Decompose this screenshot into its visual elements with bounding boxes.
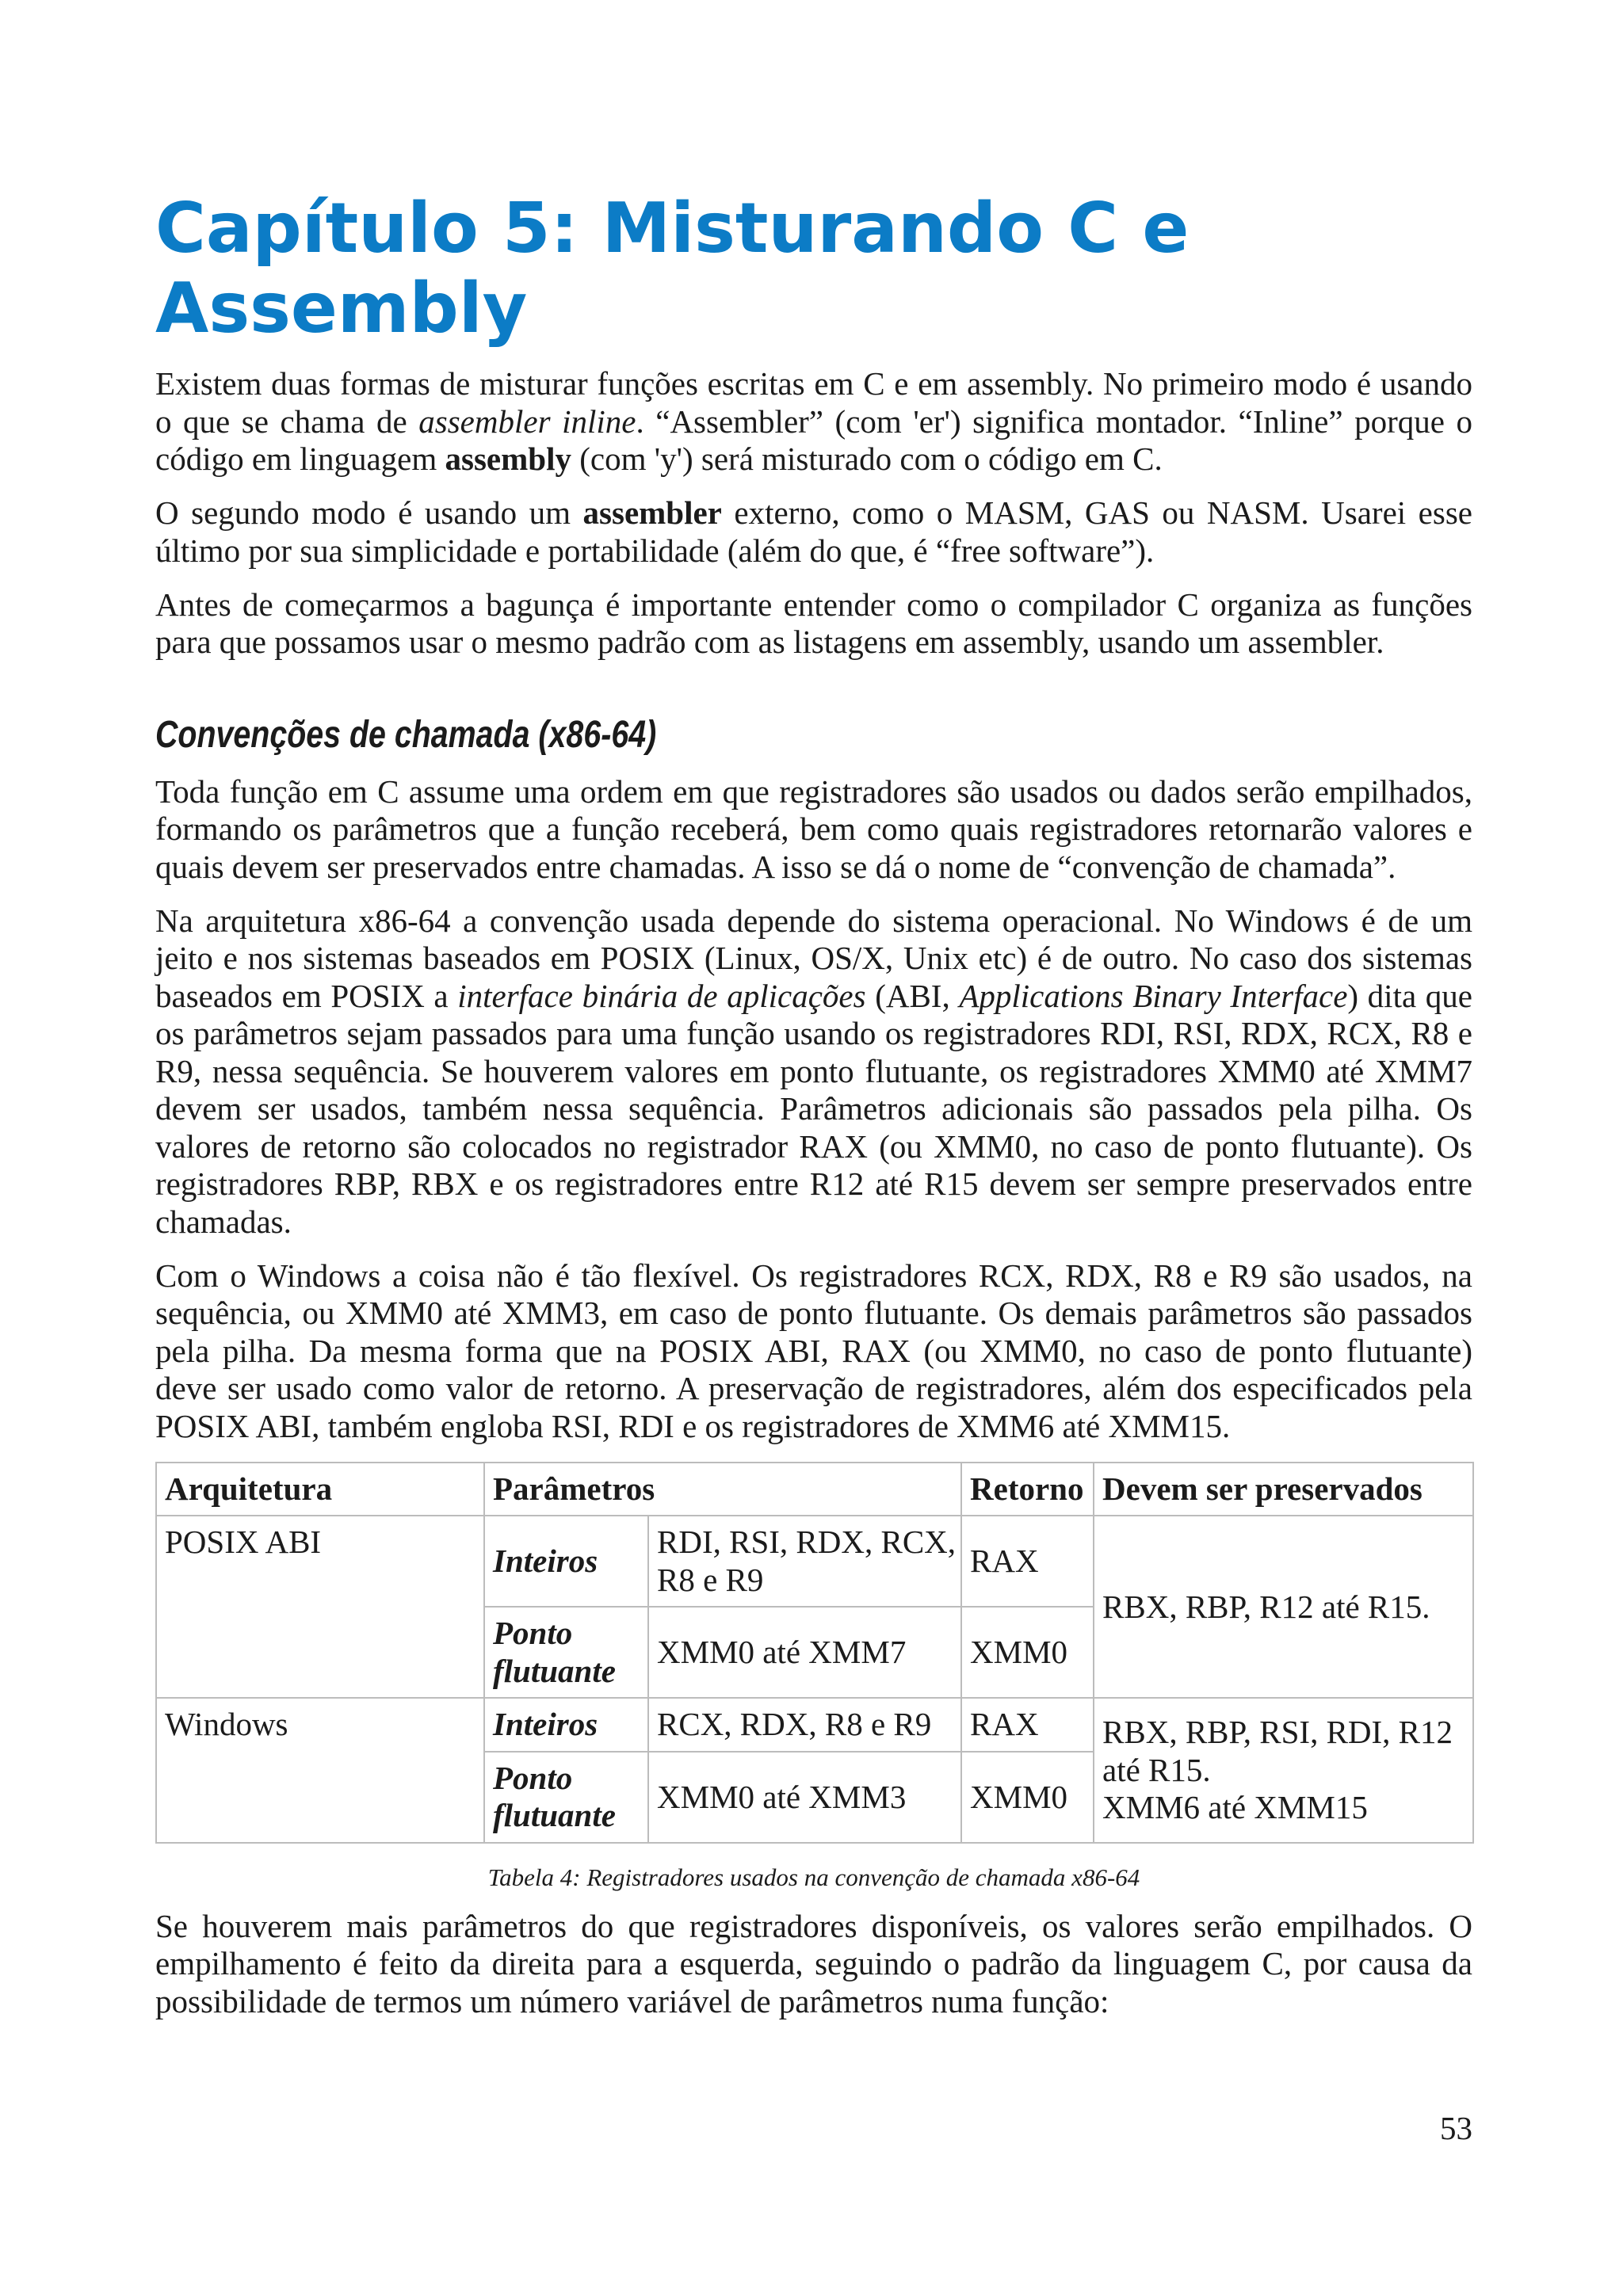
text-segment: (com 'y') será misturado com o código em C. <box>571 441 1163 477</box>
section-paragraph-1 <box>155 773 1472 887</box>
text-line <box>155 849 1472 887</box>
return-register-cell: RAX <box>961 1516 1094 1607</box>
text-segment: . “Assembler” (com 'er') significa montador. “Inline” porque o <box>636 402 1472 440</box>
text-segment: POSIX ABI, também engloba RSI, RDI e os registradores de XMM6 até XMM15. <box>155 1407 1231 1444</box>
text-segment: externo, como o MASM, GAS ou NASM. Usarei esse <box>721 494 1472 532</box>
section-paragraph-3 <box>155 1257 1472 1446</box>
calling-convention-table <box>155 1462 1474 1844</box>
text-line <box>155 940 1472 978</box>
return-register-cell: RAX <box>961 1698 1094 1752</box>
text-line <box>155 1370 1472 1408</box>
return-register-cell: XMM0 <box>961 1607 1094 1698</box>
text-line <box>155 586 1472 624</box>
text-line <box>155 1203 1472 1241</box>
text-line <box>155 1090 1472 1128</box>
text-line <box>155 441 1472 479</box>
intro-paragraph-1 <box>155 365 1472 479</box>
text-line <box>155 1015 1472 1053</box>
parameter-registers-cell: XMM0 até XMM3 <box>648 1752 961 1843</box>
table-row <box>156 1516 1473 1607</box>
text-line <box>155 1128 1472 1166</box>
header-parameters: Parâmetros <box>484 1463 961 1516</box>
text-line <box>155 1165 1472 1203</box>
text-line <box>155 1257 1472 1295</box>
parameter-registers-cell: RCX, RDX, R8 e R9 <box>648 1698 961 1752</box>
text-line <box>155 1908 1472 1946</box>
table-caption: Tabela 4: Registradores usados na convenção de chamada x86-64 <box>487 1863 1140 1891</box>
preserved-registers-line: XMM6 até XMM15 <box>1102 1789 1368 1826</box>
section-heading-text: Convenções de chamada (x86-64) <box>155 713 657 756</box>
italic-term: assembler inline <box>418 402 636 440</box>
text-line <box>155 365 1472 403</box>
text-segment: O segundo modo é usando um <box>155 494 583 532</box>
parameter-registers-cell: XMM0 até XMM7 <box>648 1607 961 1698</box>
text-segment: registradores RBP, RBX e os registradores entre R12 até R15 devem ser sempre preservados entre <box>155 1165 1472 1203</box>
text-segment: Com o Windows a coisa não é tão flexível. Os registradores RCX, RDX, R8 e R9 são usados, na <box>155 1257 1472 1294</box>
text-segment: baseados em POSIX a <box>155 977 458 1014</box>
text-segment: último por sua simplicidade e portabilidade (além do que, é “free software”). <box>155 532 1155 569</box>
section-paragraph-2 <box>155 902 1472 1241</box>
page-number: 53 <box>1440 2110 1472 2146</box>
italic-term: interface binária de aplicações <box>457 977 866 1014</box>
intro-paragraph-2 <box>155 494 1472 570</box>
text-line <box>155 532 1472 570</box>
text-line <box>155 1295 1472 1333</box>
text-segment: Toda função em C assume uma ordem em que registradores são usados ou dados serão empilhados, <box>155 772 1472 810</box>
parameter-type-cell: Inteiros <box>484 1516 648 1607</box>
text-line <box>155 902 1472 940</box>
section-heading <box>155 713 1472 757</box>
preserved-registers-line: RBX, RBP, RSI, RDI, R12 até R15. <box>1102 1714 1453 1788</box>
italic-term: Applications Binary Interface <box>959 977 1348 1014</box>
text-segment: possibilidade de termos um número variável de parâmetros numa função: <box>155 1982 1109 2019</box>
text-segment: Existem duas formas de misturar funções escritas em C e em assembly. No primeiro modo é usando <box>155 365 1472 402</box>
bold-term: assembler <box>582 494 722 532</box>
text-line <box>155 978 1472 1016</box>
table-header-row <box>156 1463 1473 1516</box>
text-segment: código em linguagem <box>155 441 445 477</box>
chapter-title: Capítulo 5: Misturando C e Assembly <box>155 188 1190 349</box>
preserved-registers-cell <box>1094 1516 1473 1698</box>
return-register-cell: XMM0 <box>961 1752 1094 1843</box>
text-line <box>155 624 1472 662</box>
text-segment: deve ser usado como valor de retorno. A preservação de registradores, além dos especificados pela <box>155 1370 1472 1407</box>
table-body <box>156 1516 1473 1843</box>
intro-paragraph-3 <box>155 586 1472 662</box>
table-row <box>156 1698 1473 1752</box>
parameter-type-cell: Inteiros <box>484 1698 648 1752</box>
table-head <box>156 1463 1473 1516</box>
text-segment: Na arquitetura x86-64 a convenção usada depende do sistema operacional. No Windows é de um <box>155 902 1472 939</box>
text-segment: (ABI, <box>865 977 960 1014</box>
text-segment: pela pilha. Da mesma forma que na POSIX ABI, RAX (ou XMM0, no caso de ponto flutuante) <box>155 1332 1472 1369</box>
text-segment: os parâmetros sejam passados para uma função usando os registradores RDI, RSI, RDX, RCX, R8 e <box>155 1015 1472 1052</box>
text-segment: empilhamento é feito da direita para a esquerda, seguindo o padrão da linguagem C, por causa da <box>155 1945 1472 1982</box>
text-line <box>155 1333 1472 1371</box>
text-segment: quais devem ser preservados entre chamadas. A isso se dá o nome de “convenção de chamada”. <box>155 848 1396 885</box>
parameter-type-cell: Ponto flutuante <box>484 1752 648 1843</box>
closing-paragraph <box>155 1908 1472 2021</box>
text-line <box>155 494 1472 532</box>
text-line <box>155 773 1472 811</box>
parameter-registers-cell: RDI, RSI, RDX, RCX, R8 e R9 <box>648 1516 961 1607</box>
text-segment: R9, nessa sequência. Se houverem valores em ponto flutuante, os registradores XMM0 até XMM7 <box>155 1052 1472 1089</box>
text-line <box>155 1408 1472 1446</box>
text-segment: para que possamos usar o mesmo padrão com as listagens em assembly, usando um assembler. <box>155 624 1384 661</box>
parameter-type-cell: Ponto flutuante <box>484 1607 648 1698</box>
text-line <box>155 1053 1472 1091</box>
header-return: Retorno <box>961 1463 1094 1516</box>
text-segment: chamadas. <box>155 1203 292 1240</box>
text-segment: valores de retorno são colocados no registrador RAX (ou XMM0, no caso de ponto flutuante). Os <box>155 1127 1472 1165</box>
bold-term: assembly <box>445 441 571 477</box>
text-segment: sequência, ou XMM0 até XMM3, em caso de ponto flutuante. Os demais parâmetros são passados <box>155 1295 1472 1332</box>
header-architecture: Arquitetura <box>156 1463 484 1516</box>
text-segment: formando os parâmetros que a função receberá, bem como quais registradores retornarão valores e <box>155 810 1472 848</box>
preserved-registers-line: RBX, RBP, R12 até R15. <box>1102 1588 1430 1625</box>
page-content <box>155 189 1472 2020</box>
text-line <box>155 1983 1472 2021</box>
text-segment: Antes de começarmos a bagunça é importante entender como o compilador C organiza as funções <box>155 585 1472 623</box>
architecture-cell: POSIX ABI <box>156 1516 484 1698</box>
preserved-registers-cell <box>1094 1698 1473 1843</box>
text-segment: devem ser usados, também nessa sequência. Parâmetros adicionais são passados pela pilha. Os <box>155 1090 1472 1127</box>
text-segment: ) dita que <box>1347 977 1472 1014</box>
text-line <box>155 1945 1472 1983</box>
header-preserved: Devem ser preservados <box>1094 1463 1473 1516</box>
text-segment: Se houverem mais parâmetros do que registradores disponíveis, os valores serão empilhados. O <box>155 1907 1472 1944</box>
architecture-cell: Windows <box>156 1698 484 1843</box>
text-segment: jeito e nos sistemas baseados em POSIX (Linux, OS/X, Unix etc) é de outro. No caso dos sistemas <box>155 940 1472 977</box>
text-line <box>155 403 1472 441</box>
text-line <box>155 810 1472 849</box>
text-segment: o que se chama de <box>155 402 419 440</box>
